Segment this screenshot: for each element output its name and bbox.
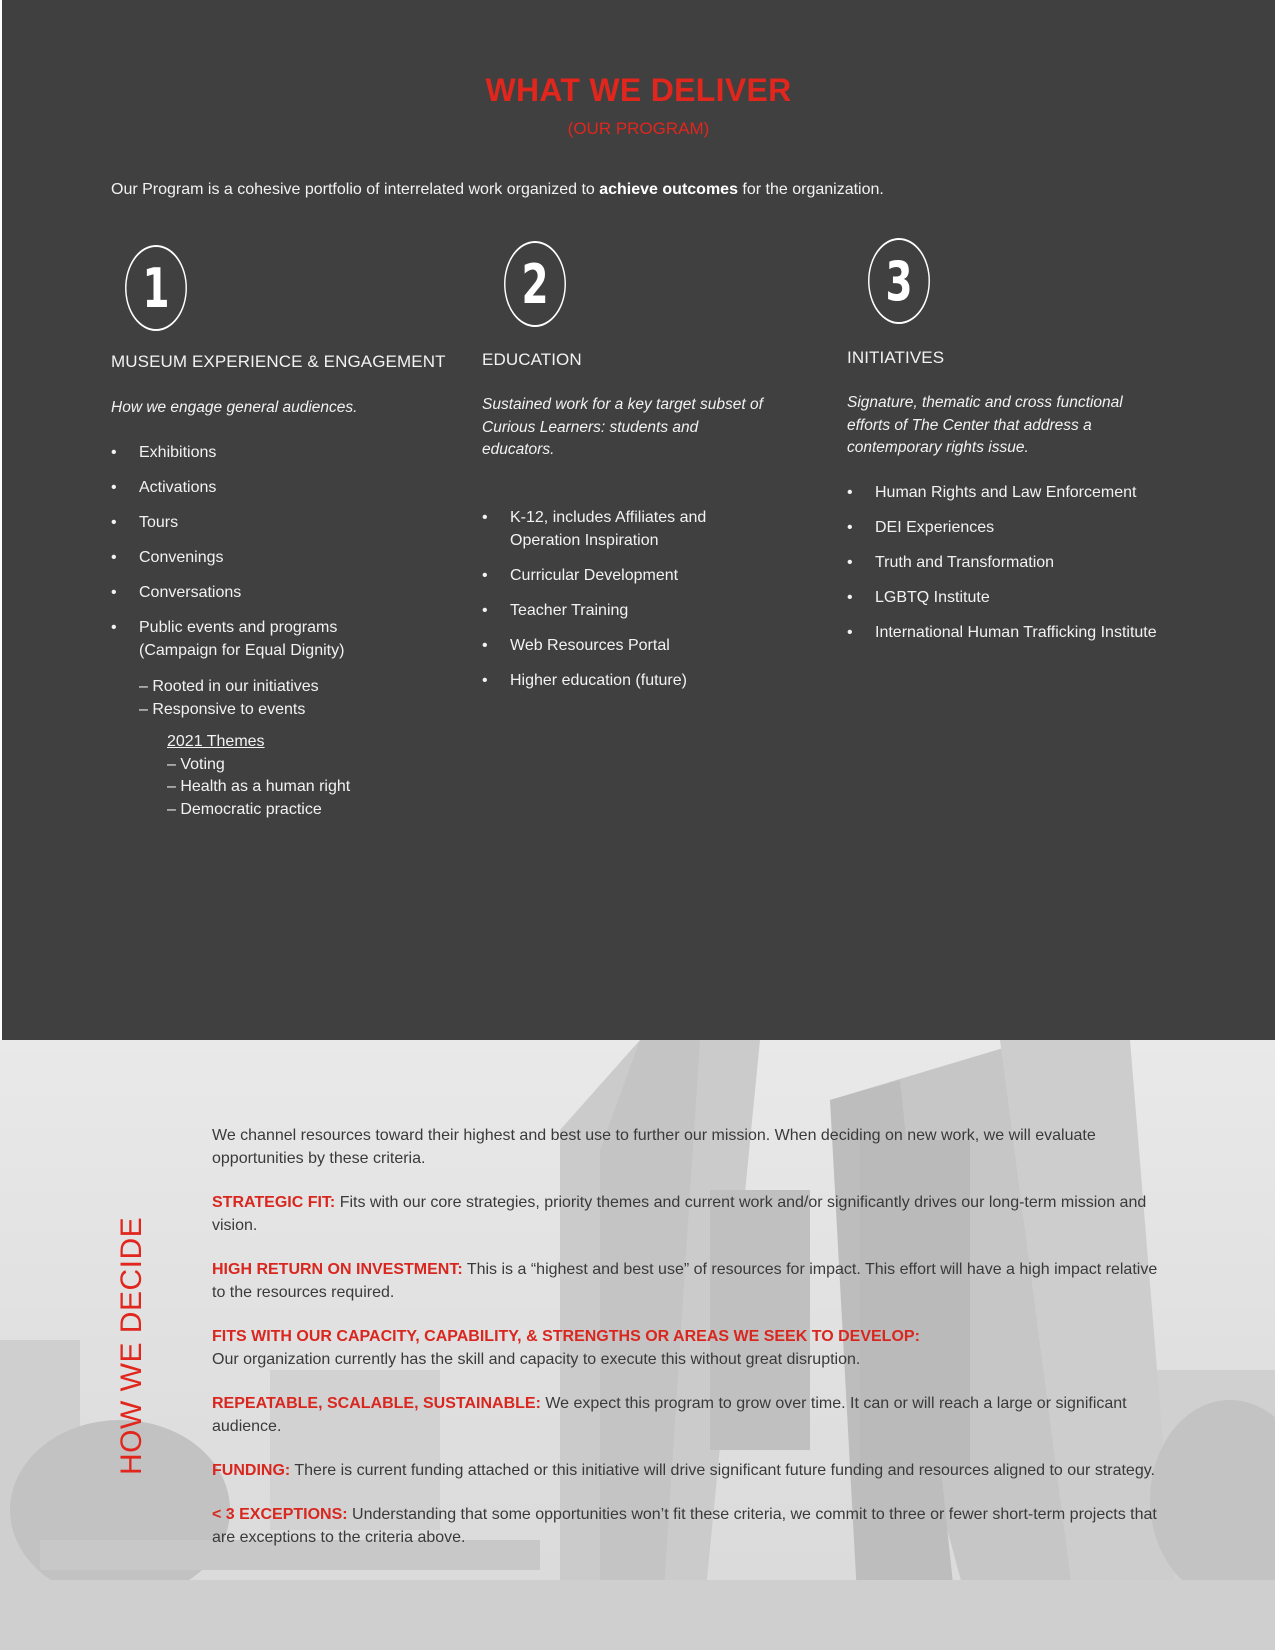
list-item: • Conversations — [111, 582, 441, 605]
column-museum-experience — [113, 245, 443, 331]
column-initiatives — [856, 238, 942, 324]
theme-item: – Health as a human right — [167, 778, 351, 795]
criterion-funding: FUNDING: There is current funding attached or this initiative will drive significant future funding and resources aligned to our strategy. — [212, 1462, 1155, 1479]
column-title: INITIATIVES — [847, 348, 945, 367]
list-item: • Tours — [111, 512, 441, 535]
column-description: How we engage general audiences. — [111, 399, 358, 416]
program-intro: Our Program is a cohesive portfolio of interrelated work organized to achieve outcomes for the organization. — [111, 181, 884, 198]
sub-item: – Responsive to events — [139, 700, 306, 718]
list-item: • Higher education (future) — [482, 670, 762, 693]
list-item: • K-12, includes Affiliates and Operation Inspiration — [482, 507, 762, 552]
page-subtitle: (OUR PROGRAM) — [567, 119, 710, 138]
criterion-capacity: FITS WITH OUR CAPACITY, CAPABILITY, & STRENGTHS OR AREAS WE SEEK TO DEVELOP: Our organization currently has the skill and capacity to execute this without great disruption. — [212, 1328, 920, 1368]
list-item: • Truth and Transformation — [847, 552, 1207, 575]
list-item: • Activations — [111, 477, 441, 500]
list-item: • LGBTQ Institute — [847, 587, 1207, 610]
decide-intro: We channel resources toward their highest and best use to further our mission. When deciding on new work, we will evaluate opportunities by these criteria. — [212, 1127, 1096, 1167]
page-title: WHAT WE DELIVER — [485, 72, 792, 108]
list-item: • Web Resources Portal — [482, 635, 762, 658]
museum-experience-list — [111, 442, 441, 675]
sub-items — [139, 676, 319, 721]
themes-heading: 2021 Themes — [167, 733, 265, 750]
initiatives-list — [847, 482, 1207, 657]
list-item: • Human Rights and Law Enforcement — [847, 482, 1207, 505]
criterion-repeatable: REPEATABLE, SCALABLE, SUSTAINABLE: We expect this program to grow over time. It can or will reach a large or significant audience. — [212, 1395, 1127, 1435]
list-item: • Curricular Development — [482, 565, 762, 588]
number-2-icon: 2 — [504, 241, 566, 327]
decision-criteria — [212, 1124, 1172, 1570]
list-item: • Convenings — [111, 547, 441, 570]
number-1-icon: 1 — [125, 245, 187, 331]
list-item: • DEI Experiences — [847, 517, 1207, 540]
criterion-exceptions: < 3 EXCEPTIONS: Understanding that some opportunities won’t fit these criteria, we commit to three or fewer short-term projects that are exceptions to the criteria above. — [212, 1506, 1157, 1546]
column-title: MUSEUM EXPERIENCE & ENGAGEMENT — [111, 352, 446, 371]
column-title: EDUCATION — [482, 350, 582, 369]
themes-block — [167, 731, 350, 821]
list-item: • Teacher Training — [482, 600, 762, 623]
list-item: • Public events and programs (Campaign for Equal Dignity) — [111, 617, 381, 662]
criterion-roi: HIGH RETURN ON INVESTMENT: This is a “highest and best use” of resources for impact. This effort will have a high impact relative to the resources required. — [212, 1261, 1158, 1301]
list-item: • Exhibitions — [111, 442, 441, 465]
what-we-deliver-section — [2, 0, 1275, 1040]
sub-item: – Rooted in our initiatives — [139, 678, 319, 695]
theme-item: – Democratic practice — [167, 800, 322, 818]
theme-item: – Voting — [167, 755, 225, 773]
number-3-icon: 3 — [868, 238, 930, 324]
education-list — [482, 507, 762, 705]
criterion-strategic-fit: STRATEGIC FIT: Fits with our core strategies, priority themes and current work and/or significantly drives our long-term mission and vision. — [212, 1194, 1147, 1234]
column-description: Signature, thematic and cross functional efforts of The Center that address a contemporary rights issue. — [847, 394, 1123, 456]
list-item: • International Human Trafficking Institute — [847, 622, 1207, 645]
column-education — [492, 241, 578, 327]
how-we-decide-title: HOW WE DECIDE — [115, 1216, 148, 1475]
column-description: Sustained work for a key target subset of Curious Learners: students and educators. — [482, 396, 763, 458]
